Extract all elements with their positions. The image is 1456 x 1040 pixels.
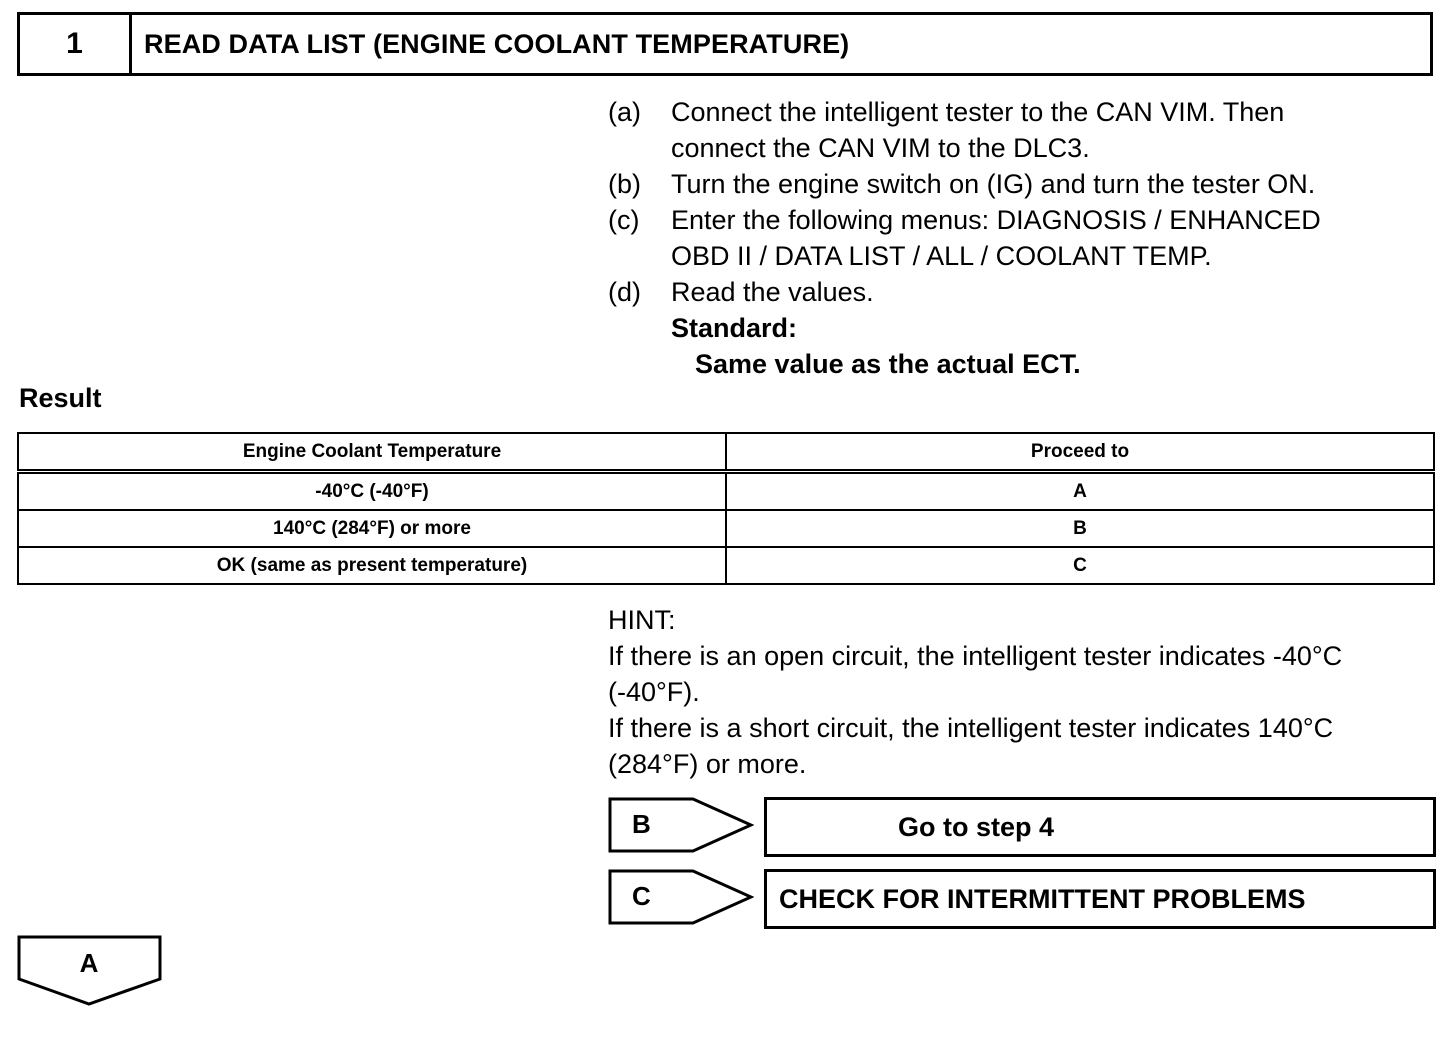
table-row <box>18 547 1434 584</box>
table-header-cell: Engine Coolant Temperature <box>18 433 726 472</box>
hint <box>608 602 1438 782</box>
table-cell: OK (same as present temperature) <box>18 547 726 584</box>
hint-line: (284°F) or more. <box>608 749 807 779</box>
go-to-step-4-box: Go to step 4 <box>764 797 1436 857</box>
table-cell: 140°C (284°F) or more <box>18 510 726 547</box>
instruction-text: OBD II / DATA LIST / ALL / COOLANT TEMP. <box>671 241 1212 271</box>
instruction-c <box>608 202 1438 274</box>
table-cell: A <box>726 472 1434 511</box>
instruction-letter: (d) <box>608 277 641 307</box>
instruction-text: Read the values. <box>671 277 874 307</box>
step-header <box>17 12 1433 76</box>
table-header-cell: Proceed to <box>726 433 1434 472</box>
instruction-text: Enter the following menus: DIAGNOSIS / ENHANCED <box>671 205 1321 235</box>
table-cell: C <box>726 547 1434 584</box>
hint-line: If there is a short circuit, the intelligent tester indicates 140°C <box>608 713 1334 743</box>
hint-label: HINT: <box>608 605 676 635</box>
table-row <box>18 472 1434 511</box>
instruction-letter: (c) <box>608 205 640 235</box>
result-label: Result <box>19 383 102 413</box>
instruction-text: connect the CAN VIM to the DLC3. <box>671 133 1090 163</box>
step-number: 1 <box>20 15 132 73</box>
instruction-d <box>608 274 1438 310</box>
step-title: READ DATA LIST (ENGINE COOLANT TEMPERATURE) <box>144 28 850 59</box>
hint-line: If there is an open circuit, the intelligent tester indicates -40°C <box>608 641 1343 671</box>
standard-label: Standard: <box>671 313 798 343</box>
instruction-text: Connect the intelligent tester to the CAN VIM. Then <box>671 97 1285 127</box>
instruction-letter: (a) <box>608 97 641 127</box>
check-intermittent-problems-box: CHECK FOR INTERMITTENT PROBLEMS <box>764 869 1436 929</box>
continue-a-letter: A <box>79 948 99 978</box>
instructions <box>608 94 1438 382</box>
instruction-b <box>608 166 1438 202</box>
branch-b-arrow-icon <box>608 797 754 853</box>
hint-line: (-40°F). <box>608 677 700 707</box>
table-cell: B <box>726 510 1434 547</box>
result-table <box>17 432 1435 585</box>
table-header-row <box>18 433 1434 472</box>
branch-b-letter: B <box>632 809 651 839</box>
table-cell: -40°C (-40°F) <box>18 472 726 511</box>
table-row <box>18 510 1434 547</box>
instruction-letter: (b) <box>608 169 641 199</box>
branch-c-letter: C <box>632 881 651 911</box>
standard-value: Same value as the actual ECT. <box>695 349 1081 379</box>
branch-c-arrow-icon <box>608 869 754 925</box>
instruction-text: Turn the engine switch on (IG) and turn the tester ON. <box>671 169 1316 199</box>
instruction-a <box>608 94 1438 166</box>
